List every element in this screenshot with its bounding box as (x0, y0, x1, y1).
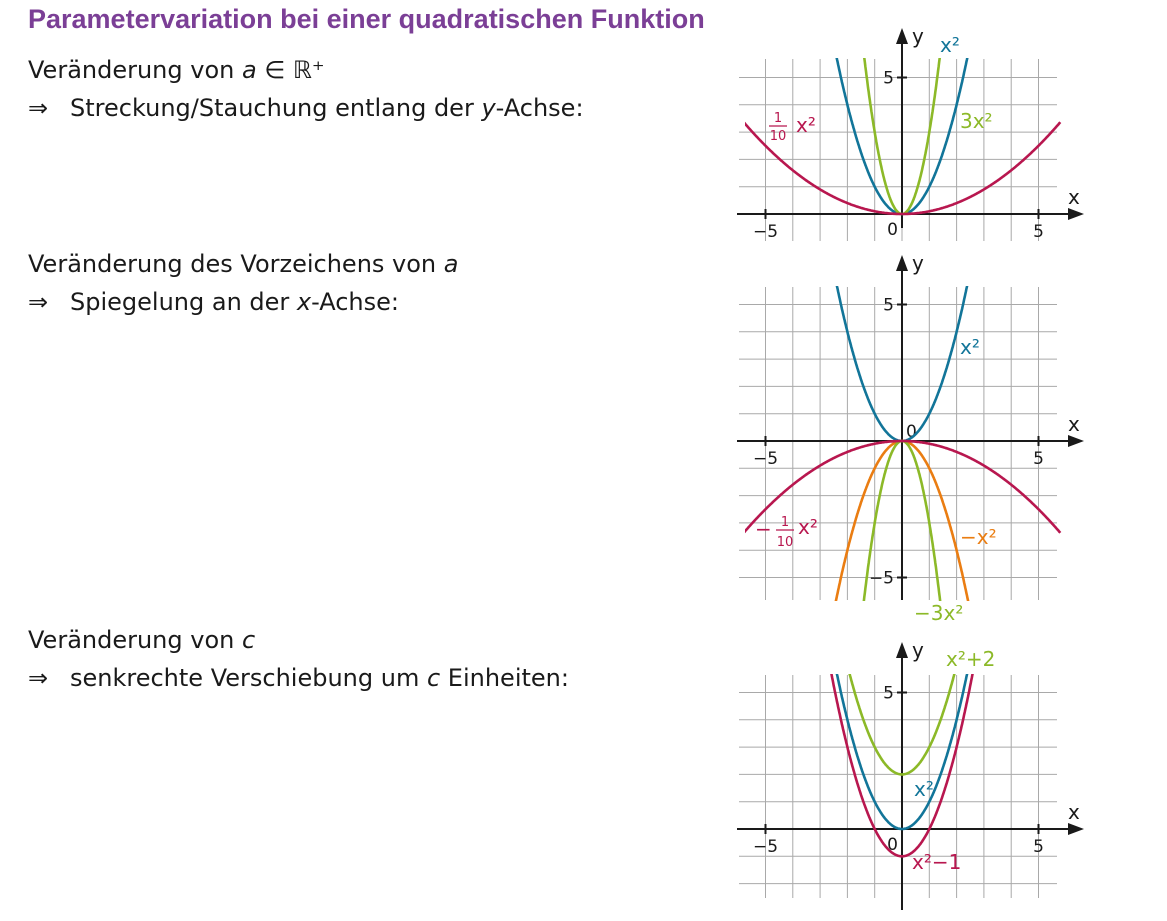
curve-label-denominator: 10 (776, 535, 794, 550)
section-2-heading: Veränderung des Vorzeichens von a (28, 250, 459, 278)
x-axis-arrow-icon (1068, 823, 1084, 835)
x-tick-label: −5 (752, 837, 779, 857)
x-axis-label: x (1068, 800, 1080, 824)
curve-label: x² (796, 113, 816, 137)
section-3-heading: Veränderung von c (28, 626, 256, 654)
x-tick-label: 5 (1033, 837, 1044, 857)
implies-arrow: ⇒ (28, 94, 49, 122)
origin-label: 0 (906, 422, 917, 442)
y-axis-label: y (912, 24, 924, 48)
x-axis-label: x (1068, 185, 1080, 209)
section-3-result: ⇒ senkrechte Verschiebung um c Einheiten: (28, 664, 569, 692)
section-1-result: ⇒ Streckung/Stauchung entlang der y-Achse: (28, 94, 584, 122)
curve-label: x²+2 (946, 647, 996, 671)
curve-label: x²−1 (912, 850, 962, 874)
curve-label: x² (798, 515, 818, 539)
grid (739, 675, 1057, 898)
x-axis-label: x (1068, 412, 1080, 436)
implies-arrow: ⇒ (28, 288, 49, 316)
curve-label-numerator: 1 (773, 111, 783, 126)
y-tick-label: 5 (883, 295, 894, 316)
curve-label: −3x² (914, 601, 964, 625)
y-tick-label: 5 (883, 683, 894, 704)
implies-arrow: ⇒ (28, 664, 49, 692)
curve-label-denominator: 10 (769, 129, 787, 144)
y-axis-label: y (912, 638, 924, 662)
x-tick-label: 5 (1033, 449, 1044, 469)
section-2-result: ⇒ Spiegelung an der x-Achse: (28, 288, 399, 316)
page-title: Parametervariation bei einer quadratischen Funktion (28, 4, 705, 34)
x-tick-label: −5 (752, 222, 779, 242)
y-axis-label: y (912, 251, 924, 275)
curve-label: 3x² (960, 109, 993, 133)
origin-label: 0 (887, 220, 898, 240)
y-tick-label: 5 (883, 68, 894, 89)
section-1-heading: Veränderung von a ∈ ℝ⁺ (28, 56, 325, 84)
y-axis-arrow-icon (896, 642, 908, 658)
curve-label: x² (914, 777, 934, 801)
curve-label: −x² (960, 525, 997, 549)
origin-label: 0 (887, 835, 898, 855)
curve-label: x² (960, 335, 980, 359)
y-tick-label: −5 (868, 568, 894, 589)
curve-label: x² (940, 33, 960, 57)
x-tick-label: −5 (752, 449, 779, 469)
curve-label-sign: − (755, 517, 772, 541)
curve-label-numerator: 1 (780, 515, 790, 530)
x-tick-label: 5 (1033, 222, 1044, 242)
